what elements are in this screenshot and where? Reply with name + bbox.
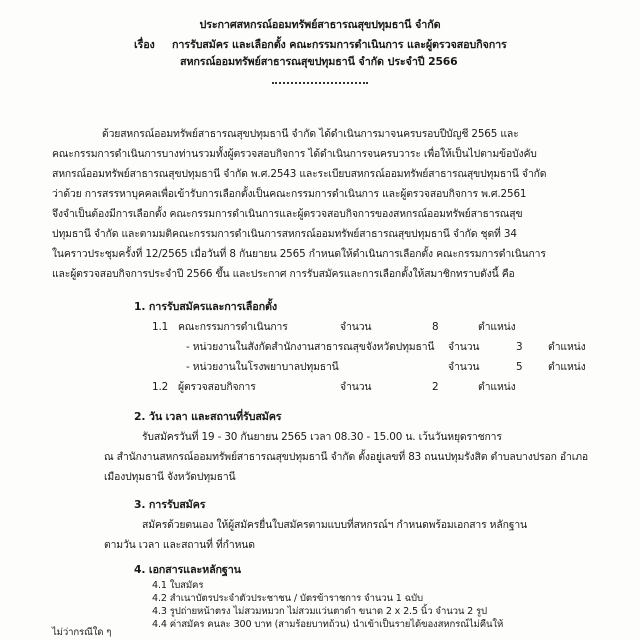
intro-line-7: ในคราวประชุมครั้งที่ 12/2565 เมื่อวันที่ 8 กันยายน 2565 กำหนดให้ดำเนินการเลือกตั้ง คณะกรรมการดำเนินการ bbox=[52, 248, 546, 260]
item-1-1-unit: ตำแหน่ง bbox=[478, 321, 516, 333]
item-1-1-sub-a-label: - หน่วยงานในสังกัดสำนักงานสาธารณสุขจังหวัดปทุมธานี bbox=[186, 341, 435, 353]
intro-line-4: ว่าด้วย การสรรหาบุคคลเพื่อเข้ารับการเลือกตั้งเป็นคณะกรรมการดำเนินการ และผู้ตรวจสอบกิจการ พ.ศ.2561 bbox=[52, 188, 527, 200]
intro-line-3: สหกรณ์ออมทรัพย์สาธารณสุขปทุมธานี จำกัด พ.ศ.2543 และระเบียบสหกรณ์ออมทรัพย์สาธารณสุขปทุมธานี จำกัด bbox=[52, 168, 547, 180]
item-1-1-qty: 8 bbox=[432, 321, 439, 333]
item-1-2-number: 1.2 bbox=[152, 381, 169, 393]
section-2-line-3: เมืองปทุมธานี จังหวัดปทุมธานี bbox=[104, 471, 236, 483]
subject-line-2: สหกรณ์ออมทรัพย์สาธารณสุขปทุมธานี จำกัด ประจำปี 2566 bbox=[180, 55, 458, 68]
item-1-2-label: ผู้ตรวจสอบกิจการ bbox=[178, 381, 256, 393]
section-3-line-2: ตามวัน เวลา และสถานที่ ที่กำหนด bbox=[104, 539, 255, 551]
item-1-2-qty-label: จำนวน bbox=[340, 381, 372, 393]
document-item-4-4-tail: ไม่ว่ากรณีใด ๆ bbox=[52, 627, 112, 638]
subject-label: เรื่อง bbox=[134, 38, 155, 51]
item-1-1-sub-b-label: - หน่วยงานในโรงพยาบาลปทุมธานี bbox=[186, 361, 339, 373]
item-1-1-label: คณะกรรมการดำเนินการ bbox=[178, 321, 288, 333]
document-item-4-3: 4.3 รูปถ่ายหน้าตรง ไม่สวมหมวก ไม่สวมแว่นตาดำ ขนาด 2 x 2.5 นิ้ว จำนวน 2 รูป bbox=[152, 606, 487, 617]
section-2-line-2: ณ สำนักงานสหกรณ์ออมทรัพย์สาธารณสุขปทุมธานี จำกัด ตั้งอยู่เลขที่ 83 ถนนปทุมรังสิต ตำบลบางปรอก อำเภอ bbox=[104, 451, 588, 463]
intro-line-6: ปทุมธานี จำกัด และตามมติคณะกรรมการดำเนินการสหกรณ์ออมทรัพย์สาธารณสุขปทุมธานี จำกัด ชุดที่ 34 bbox=[52, 228, 517, 240]
item-1-1-sub-b-unit: ตำแหน่ง bbox=[548, 361, 586, 373]
section-1-heading: 1. การรับสมัครและการเลือกตั้ง bbox=[134, 300, 277, 313]
section-2-heading: 2. วัน เวลา และสถานที่รับสมัคร bbox=[134, 410, 282, 423]
item-1-2-qty: 2 bbox=[432, 381, 439, 393]
item-1-1-sub-b-qty: 5 bbox=[516, 361, 523, 373]
intro-line-5: จึงจำเป็นต้องมีการเลือกตั้ง คณะกรรมการดำเนินการและผู้ตรวจสอบกิจการของสหกรณ์ออมทรัพย์สาธารณสุข bbox=[52, 208, 523, 220]
subject-line-1: การรับสมัคร และเลือกตั้ง คณะกรรมการดำเนินการ และผู้ตรวจสอบกิจการ bbox=[172, 38, 507, 51]
announcement-title: ประกาศสหกรณ์ออมทรัพย์สาธารณสุขปทุมธานี จำกัด bbox=[199, 18, 441, 31]
section-3-line-1: สมัครด้วยตนเอง ให้ผู้สมัครยื่นใบสมัครตามแบบที่สหกรณ์ฯ กำหนดพร้อมเอกสาร หลักฐาน bbox=[142, 519, 527, 531]
document-item-4-1: 4.1 ใบสมัคร bbox=[152, 580, 204, 591]
document-item-4-2: 4.2 สำเนาบัตรประจำตัวประชาชน / บัตรข้าราชการ จำนวน 1 ฉบับ bbox=[152, 593, 423, 604]
item-1-1-sub-a-unit: ตำแหน่ง bbox=[548, 341, 586, 353]
header-dotted-divider bbox=[272, 82, 368, 84]
intro-line-8: และผู้ตรวจสอบกิจการประจำปี 2566 ขึ้น และประกาศ การรับสมัครและการเลือกตั้งให้สมาชิกทราบดังนี้ คือ bbox=[52, 268, 515, 280]
intro-line-2: คณะกรรมการดำเนินการบางท่านรวมทั้งผู้ตรวจสอบกิจการ ได้ดำเนินการจนครบวาระ เพื่อให้เป็นไปตามข้อบังคับ bbox=[52, 148, 537, 160]
item-1-1-sub-b-qty-label: จำนวน bbox=[448, 361, 480, 373]
item-1-2-unit: ตำแหน่ง bbox=[478, 381, 516, 393]
item-1-1-qty-label: จำนวน bbox=[340, 321, 372, 333]
item-1-1-sub-a-qty-label: จำนวน bbox=[448, 341, 480, 353]
section-4-heading: 4. เอกสารและหลักฐาน bbox=[134, 563, 241, 576]
item-1-1-sub-a-qty: 3 bbox=[516, 341, 523, 353]
intro-line-1: ด้วยสหกรณ์ออมทรัพย์สาธารณสุขปทุมธานี จำกัด ได้ดำเนินการมาจนครบรอบปีบัญชี 2565 และ bbox=[102, 128, 519, 140]
section-3-heading: 3. การรับสมัคร bbox=[134, 498, 206, 511]
section-2-line-1: รับสมัครวันที่ 19 - 30 กันยายน 2565 เวลา 08.30 - 15.00 น. เว้นวันหยุดราชการ bbox=[142, 431, 502, 443]
document-item-4-4: 4.4 ค่าสมัคร คนละ 300 บาท (สามร้อยบาทถ้วน) นำเข้าเป็นรายได้ของสหกรณ์ไม่คืนให้ bbox=[152, 619, 504, 630]
item-1-1-number: 1.1 bbox=[152, 321, 169, 333]
